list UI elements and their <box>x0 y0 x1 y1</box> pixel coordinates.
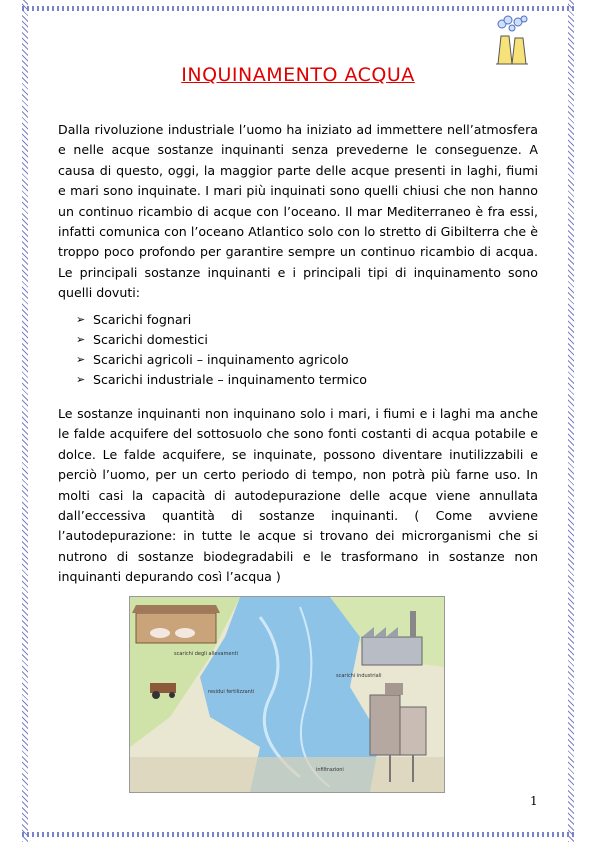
list-item: ➢ Scarichi agricoli – inquinamento agricolo <box>76 350 367 370</box>
arrow-bullet-icon: ➢ <box>76 353 86 366</box>
arrow-bullet-icon: ➢ <box>76 373 86 386</box>
intro-paragraph: Dalla rivoluzione industriale l’uomo ha iniziato ad immettere nell’atmosfera e nelle acque sostanze inquinanti senza prevederne le conseguenze. A causa di questo, oggi, la maggior parte delle acque presenti in laghi, fiumi e mari sono inquinate. I mari più inquinati sono quelli chiusi che non hanno un continuo ricambio di acque con l’oceano. Il mar Mediterraneo è fra essi, infatti comunica con l’oceano Atlantico solo con lo stretto di Gibilterra che è troppo poco profondo per garantire sempre un continuo ricambio di acqua. Le principali sostanze inquinanti e i principali tipi di inquinamento sono quelli dovuti: <box>58 122 538 301</box>
page-border-left <box>22 0 28 842</box>
page-border-bottom <box>22 832 574 837</box>
page-border-right <box>568 0 574 842</box>
list-item: ➢ Scarichi domestici <box>76 330 367 350</box>
page-border-top <box>22 6 574 11</box>
page-number: 1 <box>530 794 538 808</box>
pollution-illustration <box>129 596 445 793</box>
page-title: INQUINAMENTO ACQUA <box>181 64 415 86</box>
list-item: ➢ Scarichi industriale – inquinamento termico <box>76 370 367 390</box>
arrow-bullet-icon: ➢ <box>76 313 86 326</box>
list-item: ➢ Scarichi fognari <box>76 310 367 330</box>
factory-icon <box>492 14 532 66</box>
groundwater-paragraph: Le sostanze inquinanti non inquinano solo i mari, i fiumi e i laghi ma anche le falde acquifere del sottosuolo che sono fonti costanti di acqua potabile e dolce. Le falde acquifere, se inquinate, possono diventare inutilizzabili e perciò l’uomo, per un certo periodo di tempo, non potrà più farne uso. In molti casi la capacità di autodepurazione delle acque viene annullata dall’eccessiva quantità di sostanze inquinanti. ( Come avviene l’autodepurazione: in tutte le acque si trovano dei microrganismi che si nutrono di sostanze biodegradabili e le trasformano in sostanze non inquinanti depurando così l’acqua ) <box>58 406 538 585</box>
figure-label: scarichi industriali <box>336 673 382 679</box>
arrow-bullet-icon: ➢ <box>76 333 86 346</box>
figure-label: scarichi degli allevamenti <box>174 651 238 657</box>
pollution-sources-list <box>76 310 367 390</box>
figure-label: residui fertilizzanti <box>208 689 255 695</box>
figure-label: infiltrazioni <box>316 767 344 773</box>
